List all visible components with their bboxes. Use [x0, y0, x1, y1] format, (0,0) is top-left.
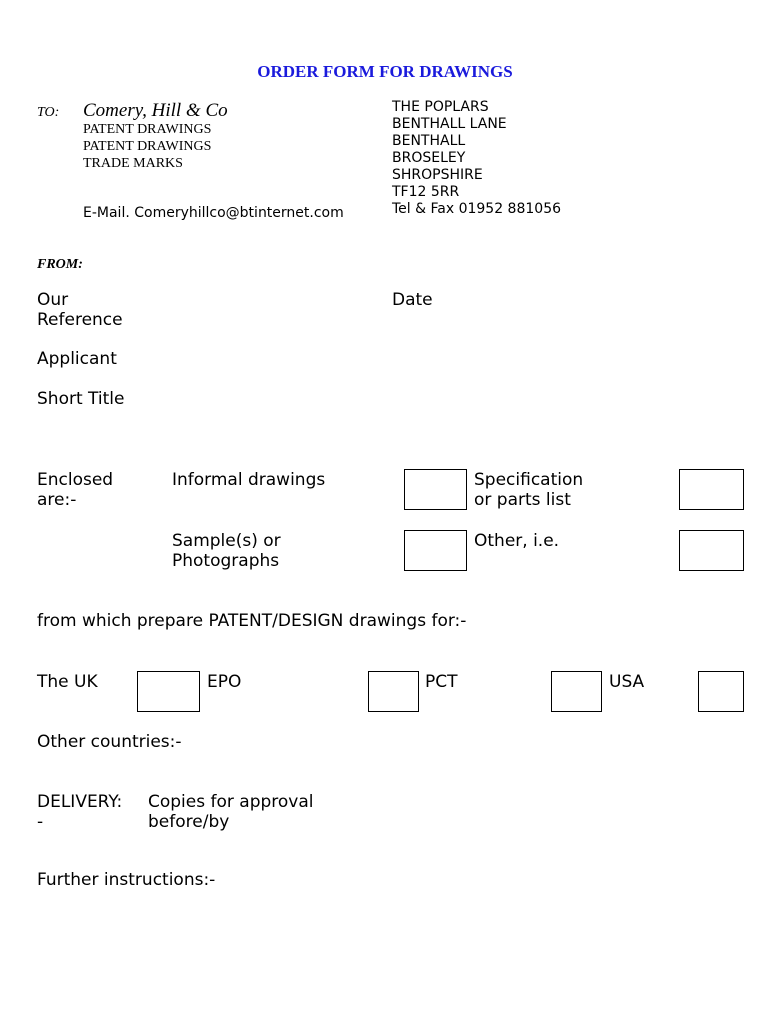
samples-label	[172, 531, 281, 571]
other-checkbox[interactable]	[679, 530, 744, 571]
informal-drawings-checkbox[interactable]	[404, 469, 467, 510]
service-line-2: PATENT DRAWINGS	[83, 139, 212, 154]
other-countries-label: Other countries:-	[37, 732, 182, 752]
region-usa-checkbox[interactable]	[698, 671, 744, 712]
delivery-text	[148, 792, 314, 832]
other-label: Other, i.e.	[474, 531, 560, 551]
region-uk-checkbox[interactable]	[137, 671, 200, 712]
address-line-5: SHROPSHIRE	[392, 167, 483, 183]
region-epo-label: EPO	[207, 672, 242, 692]
further-instructions-label: Further instructions:-	[37, 870, 216, 890]
service-line-1: PATENT DRAWINGS	[83, 122, 212, 137]
address-line-6: TF12 5RR	[392, 184, 460, 200]
specification-line-2: or parts list	[474, 490, 571, 510]
specification-checkbox[interactable]	[679, 469, 744, 510]
to-label: TO:	[37, 105, 60, 120]
region-uk-label: The UK	[37, 672, 98, 692]
our-reference-label	[37, 290, 123, 330]
region-epo-checkbox[interactable]	[368, 671, 419, 712]
service-line-3: TRADE MARKS	[83, 156, 183, 171]
region-pct-checkbox[interactable]	[551, 671, 602, 712]
address-line-3: BENTHALL	[392, 133, 466, 149]
enclosed-label	[37, 470, 113, 510]
delivery-label	[37, 792, 122, 832]
delivery-text-line-1: Copies for approval	[148, 792, 314, 812]
delivery-line-1: DELIVERY:	[37, 792, 123, 812]
applicant-label: Applicant	[37, 349, 117, 369]
delivery-line-2: -	[37, 812, 44, 832]
address-line-4: BROSELEY	[392, 150, 466, 166]
date-label: Date	[392, 290, 433, 310]
prepare-text: from which prepare PATENT/DESIGN drawings for:-	[37, 611, 467, 631]
address-line-1: THE POPLARS	[392, 99, 489, 115]
our-reference-line-1: Our	[37, 290, 69, 310]
samples-line-2: Photographs	[172, 551, 280, 571]
from-label: FROM:	[37, 257, 83, 272]
short-title-label: Short Title	[37, 389, 125, 409]
address-line-2: BENTHALL LANE	[392, 116, 507, 132]
page-title: ORDER FORM FOR DRAWINGS	[257, 62, 513, 81]
region-pct-label: PCT	[425, 672, 458, 692]
specification-line-1: Specification	[474, 470, 584, 490]
company-name: Comery, Hill & Co	[83, 100, 228, 121]
enclosed-line-1: Enclosed	[37, 470, 114, 490]
region-usa-label: USA	[609, 672, 645, 692]
enclosed-line-2: are:-	[37, 490, 77, 510]
phone-fax: Tel & Fax 01952 881056	[392, 201, 562, 217]
company-email: E-Mail. Comeryhillco@btinternet.com	[83, 205, 344, 221]
samples-line-1: Sample(s) or	[172, 531, 281, 551]
informal-drawings-label: Informal drawings	[172, 470, 326, 490]
samples-checkbox[interactable]	[404, 530, 467, 571]
our-reference-line-2: Reference	[37, 310, 123, 330]
delivery-text-line-2: before/by	[148, 812, 230, 832]
specification-label	[474, 470, 583, 510]
